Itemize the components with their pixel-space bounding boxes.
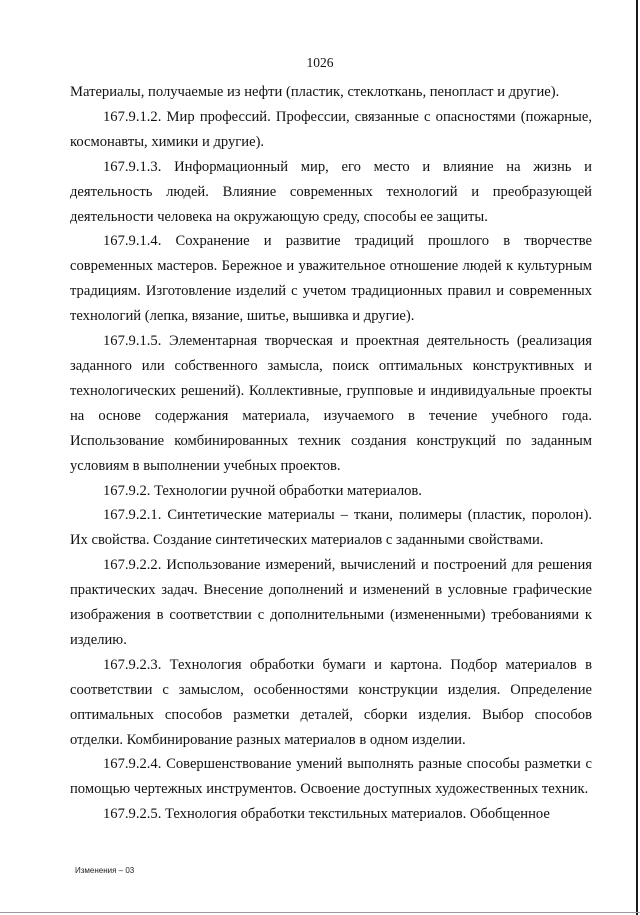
page-number: 1026 (306, 55, 334, 70)
paragraph: 167.9.2.5. Технология обработки текстильных материалов. Обобщенное (103, 806, 550, 823)
paragraph: 167.9.2.3. Технология обработки бумаги и картона. Подбор материалов в соответствии с замыслом, особенностями конструкции изделия. Определение оптимальных способов разметки деталей, сборки изделия. Выбор способов отделки. Комбинирование разных материалов в одном изделии. (70, 656, 592, 748)
paragraph: 167.9.1.5. Элементарная творческая и проектная деятельность (реализация заданного или собственного замысла, поиск оптимальных конструктивных и технологических решений). Коллективные, групповые и индивидуальные проекты на основе содержания материала, изучаемого в течение учебного года. Использование комбинированных техник создания конструкций по заданным условиям в выполнении учебных проектов. (70, 333, 592, 474)
footer-revision-note: Изменения – 03 (75, 866, 135, 875)
paragraph: 167.9.1.2. Мир профессий. Профессии, связанные с опасностями (пожарные, космонавты, химики и другие). (70, 108, 592, 150)
paragraph: 167.9.2. Технологии ручной обработки материалов. (103, 482, 422, 499)
paragraph: 167.9.1.3. Информационный мир, его место и влияние на жизнь и деятельность людей. Влияние современных технологий и преобразующей деятельности человека на окружающую среду, способы ее защиты. (70, 158, 592, 225)
scan-edge-bottom (0, 912, 640, 913)
paragraph: 167.9.2.1. Синтетические материалы – ткани, полимеры (пластик, поролон). Их свойства. Создание синтетических материалов с заданными свойствами. (70, 507, 592, 549)
paragraph: 167.9.2.4. Совершенствование умений выполнять разные способы разметки с помощью чертежных инструментов. Освоение доступных художественных техник. (70, 756, 592, 798)
paragraph: 167.9.2.2. Использование измерений, вычислений и построений для решения практических задач. Внесение дополнений и изменений в условные графические изображения в соответствии с дополнительными (измененными) требованиями к изделию. (70, 557, 592, 648)
paragraph: Материалы, получаемые из нефти (пластик, стеклоткань, пенопласт и другие). (70, 84, 560, 100)
scan-edge-right (636, 0, 638, 915)
document-body (70, 80, 592, 827)
paragraph: 167.9.1.4. Сохранение и развитие традиций прошлого в творчестве современных мастеров. Бережное и уважительное отношение людей к культурным традициям. Изготовление изделий с учетом традиционных правил и современных технологий (лепка, вязание, шитье, вышивка и другие). (70, 233, 592, 325)
